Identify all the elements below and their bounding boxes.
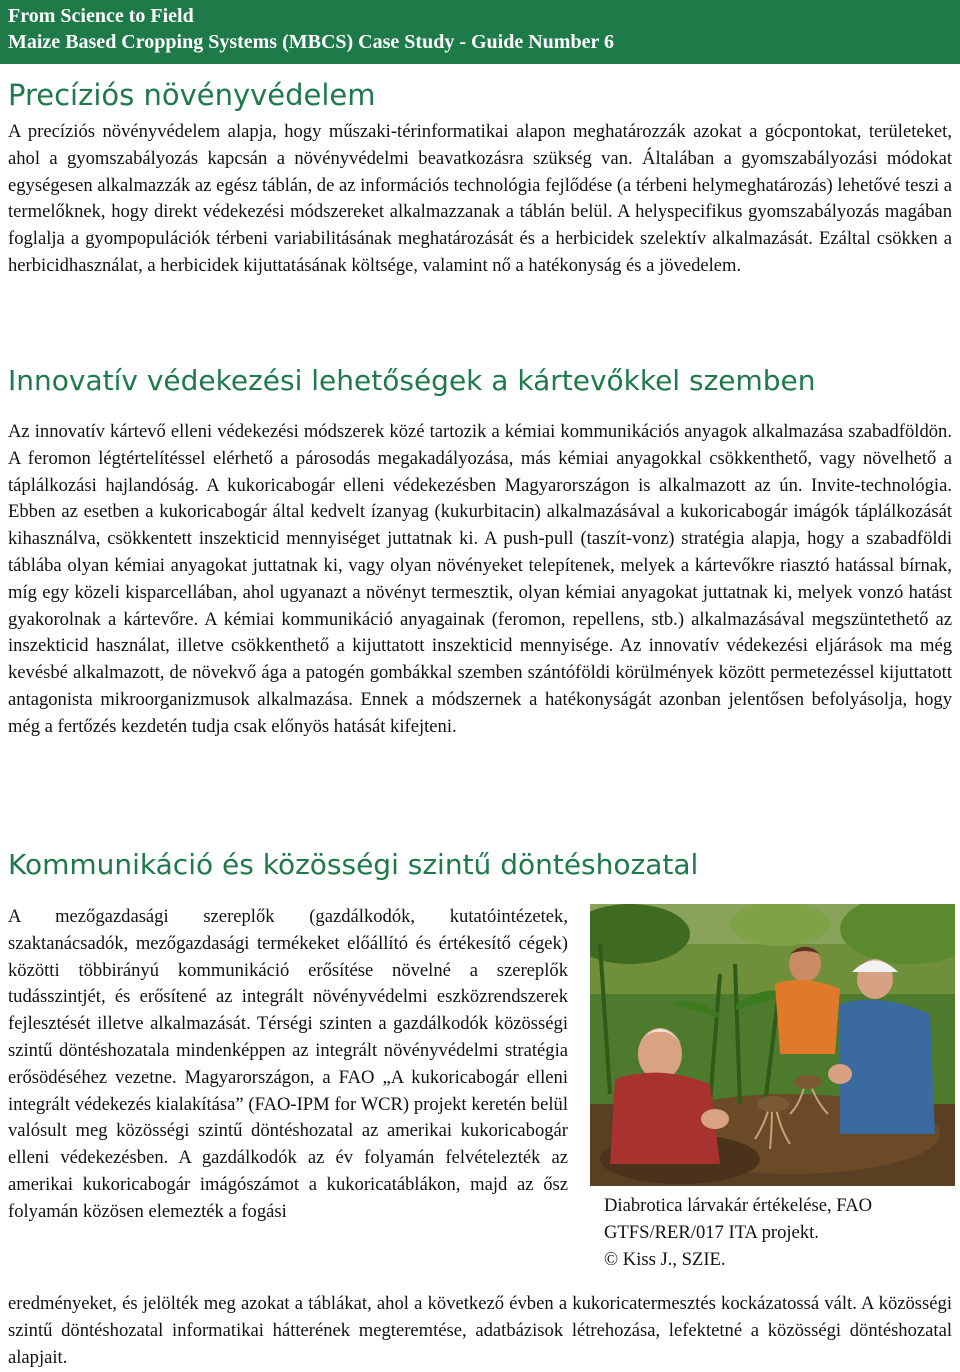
header-guide-title: Maize Based Cropping Systems (MBCS) Case Study - Guide Number 6: [8, 31, 614, 53]
header-series-title: From Science to Field: [8, 5, 194, 27]
section-body-innovative: Az innovatív kártevő elleni védekezési módszerek közé tartozik a kémiai kommunikációs anyagok alkalmazása szabadföldön. A feromon légtértelítéssel elérhető a párosodás megakadályozása, más kémiai anyagokkal csökkenthető, vagy növelhető a táplálkozási hajlandóság. A kukoricabogár elleni védekezésben Magyarországon is alkalmazott az ún. Invite-technológia. Ebben az esetben a kukoricabogár által kedvelt ízanyag (kukurbitacin) alkalmazásával a kukoricabogár imágók táplálkozását kihasználva, csökkentett inszekticid mennyiséget juttatnak ki. A push-pull (taszít-vonz) stratégia alapja, hogy a szabadföldi táblába olyan kémiai anyagokat juttatnak ki, vagy olyan növényeket telepítenek, melyek a kártevőkre riasztó hatással bírnak, míg egy közeli kisparcellában, ahol ugyanazt a növényt termesztik, olyan kémiai anyagokat juttatnak ki, melyek vonzó hatást gyakorolnak a kártevőre. A kémiai kommunikáció anyagainak (feromon, repellens, stb.) alkalmazásával megszüntethető az inszekticid használat, illetve csökkenthető a kijuttatott inszekticid mennyisége. Az innovatív védekezési eljárások ma még kevésbé alkalmazott, de növekvő ága a patogén gombákkal szemben szántóföldi körülmények között permetezéssel kijuttatott antagonista mikroorganizmusok alkalmazása. Ennek a módszernek a hatékonyságát azonban jelentősen befolyásolja, hogy még a fertőzés kezdetén tudja csak előnyös hatását kifejteni.: [8, 421, 952, 737]
caption-line-1: Diabrotica lárvakár értékelése, FAO: [604, 1195, 873, 1216]
caption-line-2: GTFS/RER/017 ITA projekt.: [604, 1222, 819, 1243]
section-heading-innovative: Innovatív védekezési lehetőségek a kártevőkkel szemben: [8, 364, 816, 397]
section-heading-precision: Precíziós növényvédelem: [8, 78, 376, 112]
section-body-precision: A precíziós növényvédelem alapja, hogy műszaki-térinformatikai alapon meghatározzák azokat a gócpontokat, területeket, ahol a gyomszabályozás kapcsán a növényvédelmi beavatkozásra szükség van. Általában a gyomszabályozási módokat egységesen alkalmazzák az egész táblán, de az információs technológia fejlődése (a térbeni helymeghatározás) lehetővé teszi a termelőknek, hogy direkt védekezési módszereket alkalmazzanak a táblán belül. A helyspecifikus gyomszabályozás magában foglalja a gyompopulációk térbeni variabilitásának meghatározását és a herbicidek szelektív alkalmazását. Ezáltal csökken a herbicidhasználat, a herbicidek kijuttatásának költsége, valamint nő a hatékonyság és a jövedelem.: [8, 121, 952, 276]
section-body-communication-full: eredményeket, és jelölték meg azokat a táblákat, ahol a következő évben a kukoricatermesztés kockázatossá vált. A közösségi szintű döntéshozatal informatikai hátterének megteremtése, adatbázisok létrehozása, lefektetné a közösségi döntéshozatal alapjait.: [8, 1293, 952, 1368]
field-photo-illustration: [590, 904, 955, 1186]
photo-caption: [604, 1192, 954, 1273]
section-heading-communication: Kommunikáció és közösségi szintű döntéshozatal: [8, 848, 699, 881]
header-band: [0, 0, 960, 64]
caption-line-3: © Kiss J., SZIE.: [604, 1249, 726, 1270]
field-photo: [590, 904, 955, 1186]
section-body-communication-side: A mezőgazdasági szereplők (gazdálkodók, kutatóintézetek, szaktanácsadók, mezőgazdasági termékeket előállító és értékesítő cégek) közötti többirányú kommunikáció erősítése növelné a szereplők tudásszintjét, és erősítené az integrált növényvédelmi eszközrendszerek fejlesztését illetve alkalmazását. Térségi szinten a gazdálkodók közösségi szintű döntéshozatala mindenképpen az integrált növényvédelmi stratégia erősödéséhez vezetne. Magyarországon, a FAO „A kukoricabogár elleni integrált védekezés kialakítása” (FAO-IPM for WCR) projekt keretén belül valósult meg közösségi szintű döntéshozatal az amerikai kukoricabogár elleni védekezésben. A gazdálkodók az év folyamán felvételezték az amerikai kukoricabogár imágószámot a kukoricatáblákon, majd az ősz folyamán közösen elemezték a fogási: [8, 906, 568, 1222]
